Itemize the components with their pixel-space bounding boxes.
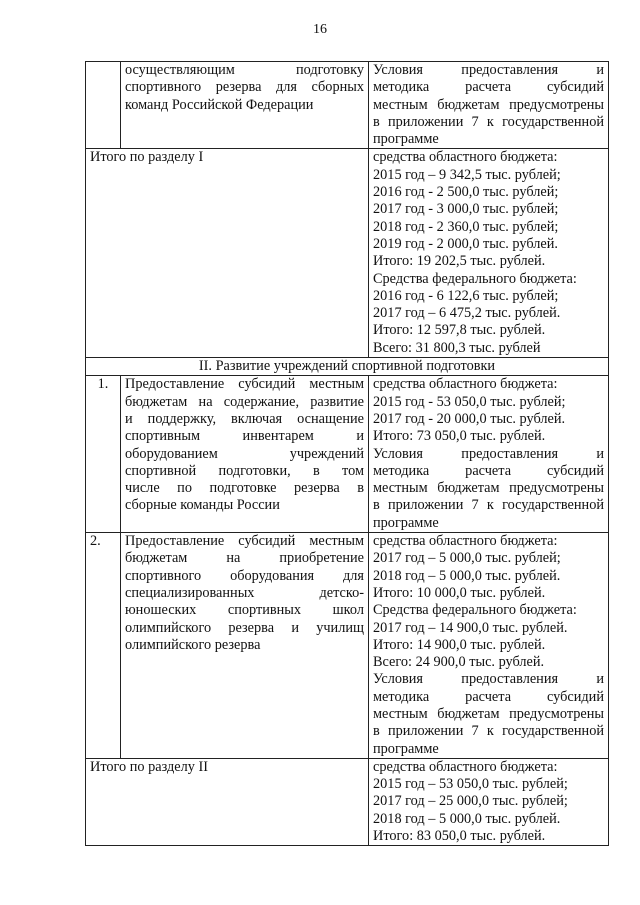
desc-line: и поддержку, включая оснащение — [125, 410, 364, 427]
fund-line: 2017 год – 14 900,0 тыс. рублей. — [373, 619, 568, 636]
fund-line: Итого: 73 050,0 тыс. рублей. — [373, 428, 546, 445]
fund-line: 2017 год – 25 000,0 тыс. рублей; — [373, 793, 568, 810]
desc-line: числе по подготовке резерва в — [125, 480, 364, 497]
desc-line: олимпийского резерва — [125, 636, 261, 653]
section-title: II. Развитие учреждений спортивной подготовки — [86, 358, 609, 376]
page-number: 16 — [313, 22, 327, 37]
fund-line: в приложении 7 к государственной — [373, 497, 604, 514]
fund-line: 2018 год – 5 000,0 тыс. рублей. — [373, 567, 561, 584]
row-number: 2. — [86, 533, 121, 759]
fund-line: местным бюджетам предусмотрены — [373, 480, 604, 497]
total-label: Итого по разделу II — [90, 758, 209, 775]
fund-line: Условия предоставления и — [373, 62, 604, 78]
row-number-cell — [86, 62, 121, 149]
funding-cell — [369, 62, 609, 149]
fund-line: 2016 год - 2 500,0 тыс. рублей; — [373, 184, 559, 201]
fund-line: Всего: 31 800,3 тыс. рублей — [373, 339, 541, 356]
fund-line: 2019 год - 2 000,0 тыс. рублей. — [373, 235, 558, 252]
desc-line: бюджетам на приобретение — [125, 550, 364, 567]
funding-cell — [369, 533, 609, 759]
fund-line: Итого: 14 900,0 тыс. рублей. — [373, 636, 546, 653]
desc-line: спортивной подготовки, в том — [125, 462, 364, 479]
total-section-2-row — [86, 758, 609, 845]
desc-line: осуществляющим подготовку — [125, 62, 364, 78]
desc-line: Предоставление субсидий местным — [125, 533, 364, 550]
total-label: Итого по разделу I — [90, 149, 204, 166]
fund-line: средства областного бюджета: — [373, 376, 558, 393]
description-cell — [121, 62, 369, 149]
fund-line: Итого: 19 202,5 тыс. рублей. — [373, 253, 546, 270]
fund-line: средства областного бюджета: — [373, 758, 558, 775]
fund-line: 2016 год - 6 122,6 тыс. рублей; — [373, 287, 559, 304]
fund-line: программе — [373, 514, 439, 531]
desc-line: оборудованием учреждений — [125, 445, 364, 462]
fund-line: методика расчета субсидий — [373, 688, 604, 705]
program-table — [85, 61, 609, 846]
fund-line: 2015 год – 9 342,5 тыс. рублей; — [373, 166, 561, 183]
description-cell — [121, 533, 369, 759]
fund-line: 2018 год – 5 000,0 тыс. рублей. — [373, 810, 561, 827]
fund-line: методика расчета субсидий — [373, 462, 604, 479]
desc-line: спортивного оборудования для — [125, 567, 364, 584]
fund-line: программе — [373, 131, 439, 148]
row-number: 1. — [86, 376, 121, 533]
fund-line: Итого: 83 050,0 тыс. рублей. — [373, 828, 546, 845]
desc-line: бюджетам на содержание, развитие — [125, 393, 364, 410]
fund-line: 2017 год – 5 000,0 тыс. рублей; — [373, 550, 561, 567]
fund-line: программе — [373, 740, 439, 757]
desc-line: олимпийского резерва и училищ — [125, 619, 364, 636]
total-label-cell — [86, 758, 369, 845]
fund-line: местным бюджетам предусмотрены — [373, 705, 604, 722]
desc-line: юношеских спортивных школ — [125, 602, 364, 619]
fund-line: в приложении 7 к государственной — [373, 113, 604, 130]
desc-line: сборные команды России — [125, 497, 280, 514]
table-row — [86, 533, 609, 759]
fund-line: средства областного бюджета: — [373, 149, 558, 166]
fund-line: Итого: 10 000,0 тыс. рублей. — [373, 584, 546, 601]
section-2-header-row — [86, 358, 609, 376]
fund-line: 2015 год - 53 050,0 тыс. рублей; — [373, 393, 566, 410]
fund-line: 2017 год - 20 000,0 тыс. рублей. — [373, 410, 566, 427]
fund-line: Итого: 12 597,8 тыс. рублей. — [373, 322, 546, 339]
desc-line: команд Российской Федерации — [125, 96, 314, 113]
fund-line: Условия предоставления и — [373, 445, 604, 462]
desc-line: Предоставление субсидий местным — [125, 376, 364, 393]
desc-line: спортивным инвентарем и — [125, 428, 364, 445]
fund-line: Средства федерального бюджета: — [373, 270, 577, 287]
desc-line: специализированных детско- — [125, 584, 364, 601]
total-section-1-row — [86, 149, 609, 358]
total-label-cell — [86, 149, 369, 358]
fund-line: Условия предоставления и — [373, 671, 604, 688]
fund-line: методика расчета субсидий — [373, 79, 604, 96]
fund-line: 2018 год - 2 360,0 тыс. рублей; — [373, 218, 559, 235]
continuation-row — [86, 62, 609, 149]
funding-cell — [369, 149, 609, 358]
fund-line: в приложении 7 к государственной — [373, 723, 604, 740]
fund-line: 2017 год – 6 475,2 тыс. рублей. — [373, 305, 561, 322]
fund-line: средства областного бюджета: — [373, 533, 558, 550]
fund-line: 2017 год - 3 000,0 тыс. рублей; — [373, 201, 559, 218]
funding-cell — [369, 376, 609, 533]
fund-line: 2015 год – 53 050,0 тыс. рублей; — [373, 776, 568, 793]
description-cell — [121, 376, 369, 533]
desc-line: спортивного резерва для сборных — [125, 79, 364, 96]
funding-cell — [369, 758, 609, 845]
table-row — [86, 376, 609, 533]
fund-line: Средства федерального бюджета: — [373, 602, 577, 619]
fund-line: Всего: 24 900,0 тыс. рублей. — [373, 654, 545, 671]
fund-line: местным бюджетам предусмотрены — [373, 96, 604, 113]
